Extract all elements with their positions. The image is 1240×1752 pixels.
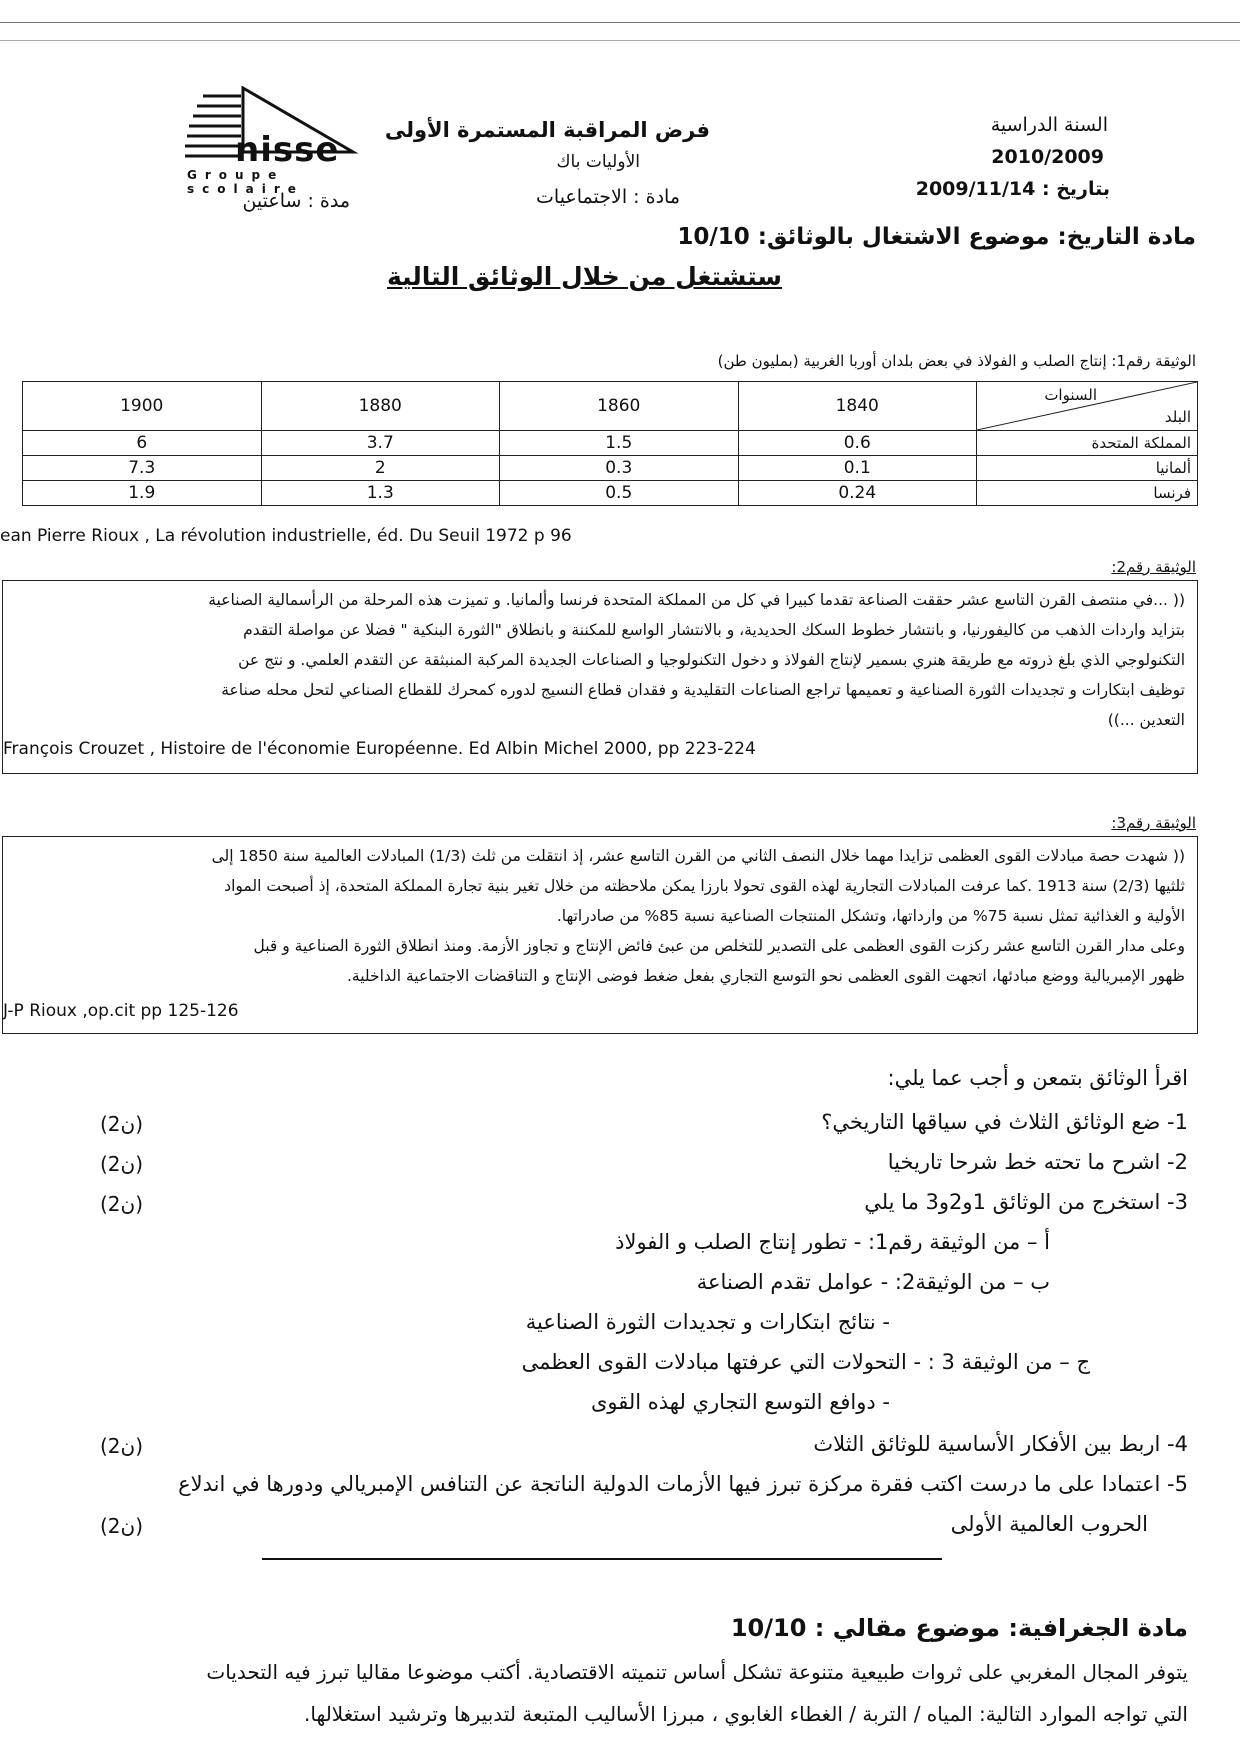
- question-3a: أ – من الوثيقة رقم1: - تطور إنتاج الصلب و الفولاذ: [615, 1230, 1050, 1254]
- table-cell: 0.3: [500, 456, 739, 481]
- table-row: [23, 456, 1198, 481]
- question-3b: ب – من الوثيقة2: - عوامل تقدم الصناعة: [696, 1270, 1050, 1294]
- year-header: 1880: [261, 382, 500, 431]
- doc2-line: بتزايد واردات الذهب من كاليفورنيا، و بانتشار خطوط السكك الحديدية، و بالانتشار الواسع للمكننة و بانطلاق "الثورة البنكية " فضلا عن مواصلة التقدم: [243, 621, 1185, 639]
- school-year-label: السنة الدراسية: [990, 114, 1108, 136]
- doc1-caption: الوثيقة رقم1: إنتاج الصلب و الفولاذ في بعض بلدان أوربا الغربية (بمليون طن): [717, 352, 1196, 370]
- corner-country-label: البلد: [1164, 408, 1191, 426]
- geography-line-2: التي تواجه الموارد التالية: المياه / التربة / الغطاء الغابوي ، مبرزا الأساليب المتبعة لتدبيرها وترشيد استغلالها.: [304, 1702, 1188, 1726]
- exam-date: بتاريخ : 2009/11/14: [915, 178, 1110, 200]
- question-3c: ج – من الوثيقة 3 : - التحولات التي عرفتها مبادلات القوى العظمى: [521, 1350, 1090, 1374]
- scan-edge-line: [0, 22, 1240, 23]
- scan-edge-line: [0, 40, 1240, 41]
- question-4: 4- اربط بين الأفكار الأساسية للوثائق الثلاث: [813, 1432, 1188, 1456]
- year-header: 1900: [23, 382, 262, 431]
- logo-wordmark: nisse: [235, 130, 340, 170]
- doc3-source: J-P Rioux ,op.cit pp 125-126: [3, 1001, 239, 1021]
- question-3-points: (2ن): [100, 1192, 144, 1216]
- table-cell: 0.24: [738, 481, 977, 506]
- doc3-caption: الوثيقة رقم3:: [1111, 814, 1196, 832]
- corner-header-cell: [977, 382, 1198, 431]
- doc2-line: التعدين ...)): [1107, 711, 1185, 729]
- country-cell: فرنسا: [977, 481, 1198, 506]
- table-row: [23, 481, 1198, 506]
- steel-production-table: [22, 381, 1198, 506]
- section-divider: [262, 1558, 942, 1560]
- table-cell: 3.7: [261, 431, 500, 456]
- corner-years-label: السنوات: [1044, 386, 1097, 404]
- question-3b-item2: - نتائج ابتكارات و تجديدات الثورة الصناعية: [525, 1310, 890, 1334]
- geography-line-1: يتوفر المجال المغربي على ثروات طبيعية متنوعة تشكل أساس تنميته الاقتصادية. أكتب موضوعا مقاليا تبرز فيه التحديات: [206, 1660, 1188, 1684]
- doc2-line: توظيف ابتكارات و تجديدات الثورة الصناعية و تعميمها تراجع الصناعات التقليدية و فقدان قطاع النسيج لدوره كمحرك للقطاع الصناعي لتحل محله صناعة: [221, 681, 1185, 699]
- table-cell: 0.5: [500, 481, 739, 506]
- doc3-line: وعلى مدار القرن التاسع عشر ركزت القوى العظمى على التصدير للتخلص من عبئ فائض الإنتاج و تجاوز الأزمة. ومنذ انطلاق الثورة الصناعية و قبل: [253, 937, 1185, 955]
- doc2-line: (( ...في منتصف القرن التاسع عشر حققت الصناعة تقدما كبيرا في كل من المملكة المتحدة فرنسا وألمانيا. و تميزت هذه المرحلة من الرأسمالية الصناعية: [208, 591, 1185, 609]
- questions-intro: اقرأ الوثائق بتمعن و أجب عما يلي:: [887, 1066, 1188, 1090]
- level: الأوليات باك: [556, 152, 640, 172]
- doc1-source: ean Pierre Rioux , La révolution industrielle, éd. Du Seuil 1972 p 96: [0, 526, 572, 546]
- year-header: 1840: [738, 382, 977, 431]
- table-cell: 1.9: [23, 481, 262, 506]
- logo-subtitle: Groupe scolaire: [187, 168, 304, 196]
- question-5-cont: الحروب العالمية الأولى: [950, 1512, 1148, 1536]
- question-2: 2- اشرح ما تحته خط شرحا تاريخيا: [887, 1150, 1188, 1174]
- table-cell: 6: [23, 431, 262, 456]
- question-1-points: (2ن): [100, 1112, 144, 1136]
- geography-title: مادة الجغرافية: موضوع مقالي : 10/10: [730, 1614, 1188, 1642]
- doc2-line: التكنولوجي الذي بلغ ذروته مع طريقة هنري بسمير لإنتاج الفولاذ و دخول التكنولوجيا و الصناعات الجديدة المركبة المنبثقة عن التقدم العلمي. و نتج عن: [238, 651, 1185, 669]
- doc3-box: [2, 836, 1198, 1034]
- doc3-line: (( شهدت حصة مبادلات القوى العظمى تزايدا مهما خلال النصف الثاني من القرن التاسع عشر، إذ انتقلت من ثلث (1/3) المبادلات العالمية سنة 1850 إلى: [211, 847, 1185, 865]
- year-header: 1860: [500, 382, 739, 431]
- table-cell: 0.6: [738, 431, 977, 456]
- doc3-line: ثلثيها (2/3) سنة 1913 .كما عرفت المبادلات التجارية لهذه القوى تحولا بارزا يمكن ملاحظته من خلال تغير بنية تجارة المملكة المتحدة، إذ أصبحت المواد: [224, 877, 1185, 895]
- duration: مدة : ساعتين: [242, 190, 350, 212]
- question-5: 5- اعتمادا على ما درست اكتب فقرة مركزة تبرز فيها الأزمات الدولية الناتجة عن التنافس الإمبريالي ودورها في اندلاع: [178, 1472, 1188, 1496]
- doc2-box: [2, 580, 1198, 774]
- table-cell: 1.3: [261, 481, 500, 506]
- question-3c-item2: - دوافع التوسع التجاري لهذه القوى: [590, 1390, 890, 1414]
- doc3-line: ظهور الإمبريالية ووضع مبادئها، اتجهت القوى العظمى نحو التوسع التجاري بفعل ضغط فوضى الإنتاج و التناقضات الاجتماعية الداخلية.: [346, 967, 1185, 985]
- subject: مادة : الاجتماعيات: [536, 186, 680, 208]
- table-cell: 2: [261, 456, 500, 481]
- country-cell: المملكة المتحدة: [977, 431, 1198, 456]
- exam-title: فرض المراقبة المستمرة الأولى: [384, 118, 710, 142]
- question-1: 1- ضع الوثائق الثلاث في سياقها التاريخي؟: [821, 1110, 1188, 1134]
- doc3-text: [13, 841, 1185, 991]
- question-4-points: (2ن): [100, 1434, 144, 1458]
- school-logo: [183, 86, 393, 196]
- question-2-points: (2ن): [100, 1152, 144, 1176]
- table-row: [23, 431, 1198, 456]
- history-title: مادة التاريخ: موضوع الاشتغال بالوثائق: 10/10: [677, 224, 1196, 250]
- history-subtitle: ستشتغل من خلال الوثائق التالية: [387, 262, 782, 291]
- question-3: 3- استخرج من الوثائق 1و2و3 ما يلي: [864, 1190, 1188, 1214]
- doc2-text: [13, 585, 1185, 735]
- table-cell: 0.1: [738, 456, 977, 481]
- doc2-caption: الوثيقة رقم2:: [1111, 558, 1196, 576]
- table-cell: 7.3: [23, 456, 262, 481]
- school-year: 2010/2009: [991, 146, 1104, 168]
- country-cell: ألمانيا: [977, 456, 1198, 481]
- doc3-line: الأولية و الغذائية تمثل نسبة 75% من وارداتها، وتشكل المنتجات الصناعية نسبة 85% من صادراتها.: [556, 907, 1185, 925]
- doc2-source: François Crouzet , Histoire de l'économie Européenne. Ed Albin Michel 2000, pp 223-224: [3, 739, 756, 759]
- table-cell: 1.5: [500, 431, 739, 456]
- question-5-points: (2ن): [100, 1514, 144, 1538]
